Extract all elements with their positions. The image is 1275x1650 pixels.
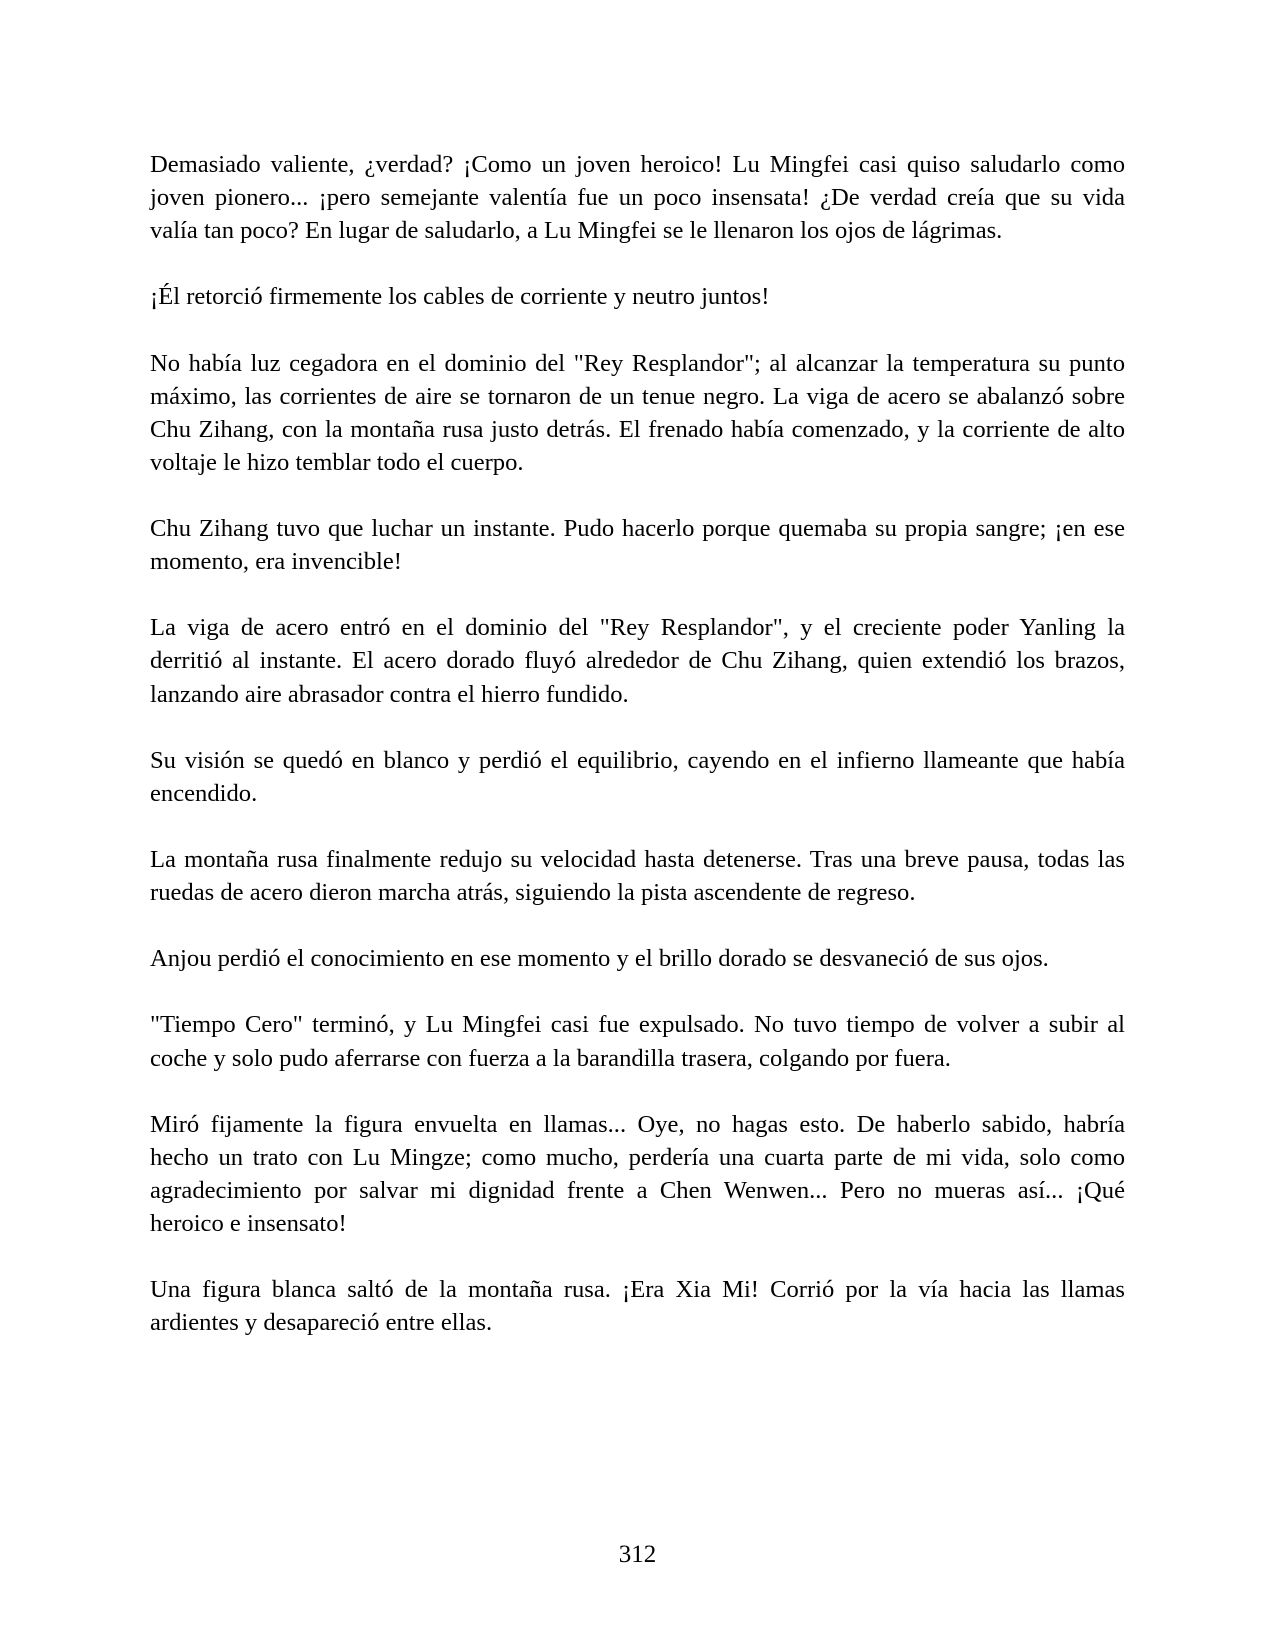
text-line: Anjou perdió el conocimiento en ese momento y el brillo dorado se desvaneció de sus ojos. [150, 945, 1049, 973]
text-line: agradecimiento por salvar mi dignidad frente a Chen Wenwen... Pero no mueras así... ¡Qué [150, 1176, 1125, 1204]
text-line: ruedas de acero dieron marcha atrás, siguiendo la pista ascendente de regreso. [150, 879, 916, 907]
paragraph [150, 1108, 1125, 1240]
text-line: Demasiado valiente, ¿verdad? ¡Como un joven heroico! Lu Mingfei casi quiso saludarlo como [150, 151, 1125, 178]
text-line: heroico e insensato! [150, 1210, 347, 1237]
text-line: encendido. [150, 779, 258, 807]
text-line: valía tan poco? En lugar de saludarlo, a Lu Mingfei se le llenaron los ojos de lágrimas. [150, 217, 1003, 245]
text-line: voltaje le hizo temblar todo el cuerpo. [150, 448, 524, 476]
paragraph [150, 347, 1125, 479]
text-line: máximo, las corrientes de aire se tornaron de un tenue negro. La viga de acero se abalanzó sobre [150, 382, 1125, 410]
paragraph [150, 148, 1125, 247]
paragraph [150, 611, 1125, 710]
text-line: Chu Zihang, con la montaña rusa justo detrás. El frenado había comenzado, y la corriente de alto [150, 415, 1125, 443]
page-text [150, 148, 1125, 1339]
text-line: La montaña rusa finalmente redujo su velocidad hasta detenerse. Tras una breve pausa, todas las [150, 845, 1125, 873]
paragraph [150, 942, 1125, 975]
text-line: lanzando aire abrasador contra el hierro fundido. [150, 680, 629, 708]
paragraph [150, 280, 1125, 313]
text-line: ardientes y desapareció entre ellas. [150, 1309, 493, 1337]
text-line: hecho un trato con Lu Mingze; como mucho, perdería una cuarta parte de mi vida, solo como [150, 1143, 1125, 1171]
text-line: Una figura blanca saltó de la montaña rusa. ¡Era Xia Mi! Corrió por la vía hacia las llamas [150, 1276, 1125, 1304]
text-line: coche y solo pudo aferrarse con fuerza a la barandilla trasera, colgando por fuera. [150, 1044, 951, 1072]
text-line: momento, era invencible! [150, 548, 402, 576]
text-line: Su visión se quedó en blanco y perdió el equilibrio, cayendo en el infierno llameante que había [150, 746, 1125, 774]
text-line: No había luz cegadora en el dominio del "Rey Resplandor"; al alcanzar la temperatura su punto [150, 349, 1125, 377]
page-number: 312 [618, 1541, 657, 1568]
text-line: "Tiempo Cero" terminó, y Lu Mingfei casi fue expulsado. No tuvo tiempo de volver a subir al [150, 1011, 1125, 1039]
paragraph [150, 744, 1125, 810]
paragraph [150, 1008, 1125, 1074]
paragraph [150, 1273, 1125, 1339]
text-line: ¡Él retorció firmemente los cables de corriente y neutro juntos! [150, 283, 770, 311]
text-line: Miró fijamente la figura envuelta en llamas... Oye, no hagas esto. De haberlo sabido, habría [150, 1110, 1125, 1138]
text-line: Chu Zihang tuvo que luchar un instante. Pudo hacerlo porque quemaba su propia sangre; ¡en ese [150, 515, 1125, 543]
paragraph [150, 843, 1125, 909]
text-line: derritió al instante. El acero dorado fluyó alrededor de Chu Zihang, quien extendió los brazos, [150, 647, 1125, 675]
paragraph [150, 512, 1125, 578]
text-line: joven pionero... ¡pero semejante valentía fue un poco insensata! ¿De verdad creía que su vida [150, 184, 1125, 212]
text-line: La viga de acero entró en el dominio del "Rey Resplandor", y el creciente poder Yanling la [150, 614, 1125, 642]
